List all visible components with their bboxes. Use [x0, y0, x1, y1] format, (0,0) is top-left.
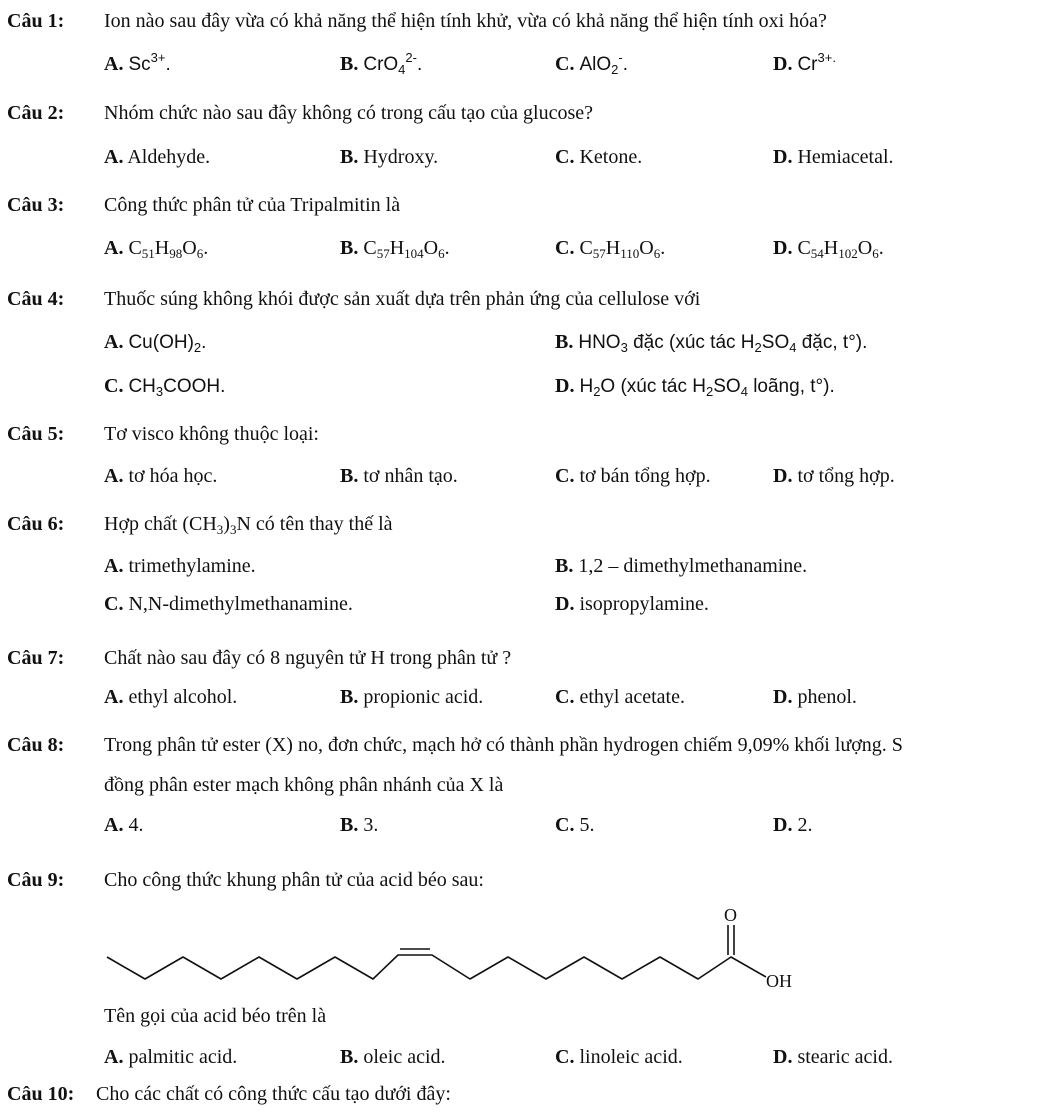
- question-1-option-d[interactable]: D. $Cr^{3+.}$: [773, 50, 836, 75]
- question-7-option-c[interactable]: C. ethyl acetate.: [555, 686, 685, 708]
- question-9-text: Cho công thức khung phân tử của acid béo sau:: [104, 869, 484, 891]
- question-9-label: Câu 9:: [7, 869, 65, 891]
- question-1-text: Ion nào sau đây vừa có khả năng thể hiện tính khử, vừa có khả năng thể hiện tính oxi hóa?: [104, 10, 827, 32]
- question-3-option-b[interactable]: B. $C_{57}H_{104}O_6$.: [340, 237, 450, 261]
- question-5-option-c[interactable]: C. tơ bán tổng hợp.: [555, 465, 711, 487]
- question-5-option-b[interactable]: B. tơ nhân tạo.: [340, 465, 458, 487]
- question-6-option-b[interactable]: B. 1,2 – dimethylmethanamine.: [555, 555, 808, 577]
- question-6-option-a[interactable]: A. trimethylamine.: [104, 555, 256, 577]
- question-2-option-a[interactable]: A. Aldehyde.: [104, 146, 211, 168]
- question-4-label: Câu 4:: [7, 288, 65, 310]
- question-6-option-c[interactable]: C. N,N-dimethylmethanamine.: [104, 593, 353, 615]
- question-4-option-a[interactable]: A. $Cu(OH)_2$.: [104, 331, 207, 355]
- question-3-option-c[interactable]: C. $C_{57}H_{110}O_6$.: [555, 237, 666, 261]
- question-2-option-b[interactable]: B. Hydroxy.: [340, 146, 439, 168]
- question-8-option-c[interactable]: C. 5.: [555, 814, 595, 836]
- question-1-option-c[interactable]: C. AlO$_2$-.: [555, 50, 628, 77]
- question-9-text-line2: Tên gọi của acid béo trên là: [104, 1005, 327, 1027]
- question-1-label: Câu 1:: [7, 10, 65, 32]
- question-5-option-d[interactable]: D. tơ tổng hợp.: [773, 465, 895, 487]
- question-8-text: Trong phân tử ester (X) no, đơn chức, mạch hở có thành phần hydrogen chiếm 9,09% khối lượng. S: [104, 734, 903, 756]
- carbonyl-oxygen-label: O: [724, 905, 737, 925]
- question-10-label: Câu 10:: [7, 1083, 75, 1105]
- question-10-text: Cho các chất có công thức cấu tạo dưới đây:: [96, 1083, 451, 1105]
- question-6-label: Câu 6:: [7, 513, 65, 535]
- question-8-option-d[interactable]: D. 2.: [773, 814, 813, 836]
- question-9-option-b[interactable]: B. oleic acid.: [340, 1046, 446, 1068]
- question-6-text: Hợp chất $(CH_3)_3N$ có tên thay thế là: [104, 513, 393, 537]
- question-7-text: Chất nào sau đây có 8 nguyên tử H trong phân tử ?: [104, 647, 512, 669]
- question-2-option-c[interactable]: C. Ketone.: [555, 146, 643, 168]
- question-9-option-d[interactable]: D. stearic acid.: [773, 1046, 893, 1068]
- question-2-option-d[interactable]: D. Hemiacetal.: [773, 146, 894, 168]
- question-9-option-c[interactable]: C. linoleic acid.: [555, 1046, 683, 1068]
- question-5-label: Câu 5:: [7, 423, 65, 445]
- hydroxyl-label: OH: [766, 971, 792, 991]
- question-7-label: Câu 7:: [7, 647, 65, 669]
- question-4-option-d[interactable]: D. $H_2O$ (xúc tác $H_2SO_4$ loãng, t°).: [555, 375, 835, 399]
- question-3-option-d[interactable]: D. $C_{54}H_{102}O_6$.: [773, 237, 884, 261]
- question-3-option-a[interactable]: A. $C_{51}H_{98}O_6$.: [104, 237, 209, 261]
- question-1-option-a[interactable]: A. $Sc^{3+}$.: [104, 50, 171, 75]
- question-4-option-b[interactable]: B. $HNO_3$ đặc (xúc tác $H_2SO_4$ đặc, t°).: [555, 331, 868, 355]
- question-2-text: Nhóm chức nào sau đây không có trong cấu tạo của glucose?: [104, 102, 594, 124]
- question-5-text: Tơ visco không thuộc loại:: [104, 423, 319, 445]
- question-8-option-a[interactable]: A. 4.: [104, 814, 144, 836]
- question-7-option-d[interactable]: D. phenol.: [773, 686, 857, 708]
- fatty-acid-skeletal-structure: [0, 895, 1042, 1000]
- question-7-option-b[interactable]: B. propionic acid.: [340, 686, 484, 708]
- question-8-text-line2: đồng phân ester mạch không phân nhánh của X là: [104, 774, 504, 796]
- question-6-option-d[interactable]: D. isopropylamine.: [555, 593, 709, 615]
- question-2-label: Câu 2:: [7, 102, 65, 124]
- carbon-chain: [107, 955, 766, 979]
- question-4-option-c[interactable]: C. $CH_3COOH$.: [104, 375, 226, 399]
- question-7-option-a[interactable]: A. ethyl alcohol.: [104, 686, 238, 708]
- question-8-option-b[interactable]: B. 3.: [340, 814, 379, 836]
- question-5-option-a[interactable]: A. tơ hóa học.: [104, 465, 218, 487]
- question-1-option-b[interactable]: B. CrO$_4^{2-}$.: [340, 50, 423, 77]
- question-8-label: Câu 8:: [7, 734, 65, 756]
- question-9-option-a[interactable]: A. palmitic acid.: [104, 1046, 238, 1068]
- question-4-text: Thuốc súng không khói được sản xuất dựa trên phản ứng của cellulose với: [104, 288, 701, 310]
- question-3-text: Công thức phân tử của Tripalmitin là: [104, 194, 401, 216]
- question-3-label: Câu 3:: [7, 194, 65, 216]
